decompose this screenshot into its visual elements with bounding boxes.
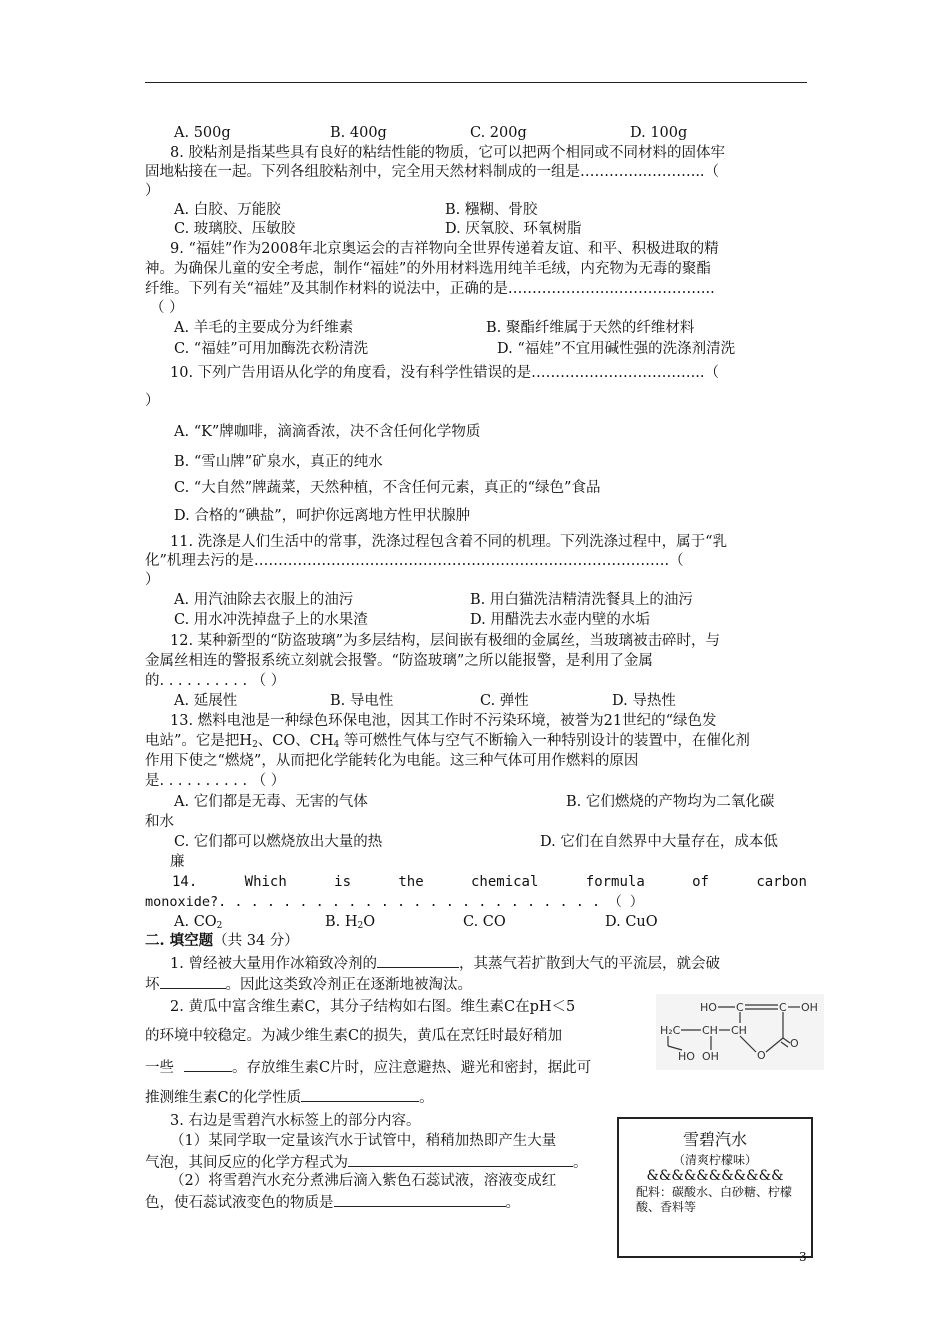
q9-stem-line1: 9. “福娃”作为2008年北京奥运会的吉祥物向全世界传递着友谊、和平、积极进取的精 bbox=[170, 241, 719, 257]
q7-option-b: B. 400g bbox=[330, 125, 387, 141]
q7-option-a: A. 500g bbox=[174, 125, 231, 141]
q9-stem-line2: 神。为确保儿童的安全考虑，制作“福娃”的外用材料选用纯羊毛绒，内充物为无毒的聚酯 bbox=[145, 261, 711, 277]
q9-option-b: B. 聚酯纤维属于天然的纤维材料 bbox=[486, 320, 695, 336]
mol-c-left: C bbox=[736, 1001, 744, 1014]
mol-oh-top: OH bbox=[801, 1001, 818, 1014]
q10-option-a: A. “K”牌咖啡，滴滴香浓，决不含任何化学物质 bbox=[174, 424, 481, 440]
q10-option-c: C. “大自然”牌蔬菜，天然种植，不含任何元素，真正的“绿色”食品 bbox=[174, 480, 601, 496]
vitamin-c-structure-diagram bbox=[656, 994, 824, 1070]
f1-blank1[interactable] bbox=[377, 953, 459, 968]
q9-stem-line3: 纤维。下列有关“福娃”及其制作材料的说法中，正确的是………………….………………... bbox=[145, 281, 715, 297]
q10-stem-line1: 10. 下列广告用语从化学的角度看，没有科学性错误的是……………………………...（ bbox=[170, 365, 719, 381]
q9-option-c: C. “福娃”可用加酶洗衣粉清洗 bbox=[174, 341, 369, 357]
soda-label-subtitle: （清爽柠檬味） bbox=[672, 1153, 757, 1167]
q8-stem-line2: 固地粘接在一起。下列各组胶粘剂中，完全用天然材料制成的一组是…………..………...（ bbox=[145, 164, 720, 180]
mol-c-right: C bbox=[779, 1001, 787, 1014]
q11-stem-line1: 11. 洗涤是人们生活中的常事，洗涤过程包含着不同的机理。下列洗涤过程中，属于“乳 bbox=[170, 534, 728, 550]
q9-option-a: A. 羊毛的主要成分为纤维素 bbox=[174, 320, 354, 336]
q12-option-a: A. 延展性 bbox=[174, 693, 238, 709]
q10-option-d: D. 合格的“碘盐”，呵护你远离地方性甲状腺肿 bbox=[174, 508, 471, 524]
mol-ch-ring: CH bbox=[731, 1024, 747, 1037]
f1-line1: 1. 曾经被大量用作冰箱致冷剂的 ，其蒸气若扩散到大气的平流层，就会破 bbox=[170, 953, 720, 973]
soda-label-box bbox=[617, 1117, 813, 1258]
q9-stem-line4: （ ） bbox=[150, 300, 184, 316]
q12-option-b: B. 导电性 bbox=[330, 693, 394, 709]
q13-option-b-cont: 和水 bbox=[145, 814, 174, 830]
f2-line4: 推测维生素C的化学性质 。 bbox=[145, 1087, 434, 1107]
f3-line4: （2）将雪碧汽水充分煮沸后滴入紫色石蕊试液，溶液变成红 bbox=[170, 1173, 557, 1189]
q12-stem-line2: 金属丝相连的警报系统立刻就会报警。“防盗玻璃”之所以能报警，是利用了金属 bbox=[145, 653, 653, 669]
f2-line1: 2. 黄瓜中富含维生素C，其分子结构如右图。维生素C在pH＜5 bbox=[170, 999, 576, 1015]
f3-blank1[interactable] bbox=[348, 1152, 573, 1167]
q12-stem-line3: 的. . . . . . . . . . （ ） bbox=[145, 673, 286, 689]
q13-option-b: B. 它们燃烧的产物均为二氧化碳 bbox=[566, 794, 775, 810]
f2-blank2[interactable] bbox=[301, 1087, 419, 1102]
q8-option-c: C. 玻璃胶、压敏胶 bbox=[174, 221, 296, 237]
header-rule bbox=[145, 82, 807, 83]
q8-option-d: D. 厌氧胶、环氧树脂 bbox=[445, 221, 582, 237]
q12-option-c: C. 弹性 bbox=[480, 693, 529, 709]
f1-blank2[interactable] bbox=[160, 974, 226, 989]
f1-line2: 坏 。因此这类致冷剂正在逐渐地被淘汰。 bbox=[145, 974, 472, 994]
q7-option-c: C. 200g bbox=[470, 125, 527, 141]
section2-heading: 二. 填空题（共 34 分） bbox=[145, 932, 299, 949]
q12-stem-line1: 12. 某种新型的“防盗玻璃”为多层结构，层间嵌有极细的金属丝，当玻璃被击碎时，与 bbox=[170, 633, 720, 649]
q14-option-a: A. $CO_2$ bbox=[174, 914, 223, 931]
q12-option-d: D. 导热性 bbox=[612, 693, 676, 709]
q13-stem-line4: 是. . . . . . . . . . （ ） bbox=[145, 773, 286, 789]
f2-line3: 一些 。存放维生素C片时，应注意避热、避光和密封，据此可 bbox=[145, 1057, 591, 1077]
q14-stem-line1: 14. Which is the chemical formula of carbon bbox=[172, 874, 807, 890]
q9-option-d: D. “福娃”不宜用碱性强的洗涤剂清洗 bbox=[497, 341, 736, 357]
page-number: 3 bbox=[799, 1250, 807, 1264]
q13-stem-line2: 电站”。它是把$H_2$、CO、$CH_4$ 等可燃性气体与空气不断输入一种特别设计的装置中，在催化剂 bbox=[145, 733, 750, 750]
q11-option-c: C. 用水冲洗掉盘子上的水果渣 bbox=[174, 612, 368, 628]
q11-option-b: B. 用白猫洗洁精清洗餐具上的油污 bbox=[470, 592, 693, 608]
q8-option-a: A. 白胶、万能胶 bbox=[174, 202, 281, 218]
q11-option-d: D. 用醋洗去水壶内壁的水垢 bbox=[470, 612, 650, 628]
q13-stem-line1: 13. 燃料电池是一种绿色环保电池，因其工作时不污染环境，被誉为21世纪的“绿色发 bbox=[170, 713, 717, 729]
q7-option-d: D. 100g bbox=[630, 125, 688, 141]
q8-stem-line1: 8. 胶粘剂是指某些具有良好的粘结性能的物质，它可以把两个相同或不同材料的固体牢 bbox=[170, 145, 725, 161]
f3-line5: 色，使石蕊试液变色的物质是 。 bbox=[145, 1192, 520, 1212]
soda-label-ingredients: 配料：碳酸水、白砂糖、柠檬酸、香料等 bbox=[636, 1185, 793, 1214]
q8-option-b: B. 糨糊、骨胶 bbox=[445, 202, 538, 218]
q13-option-a: A. 它们都是无毒、无害的气体 bbox=[174, 794, 368, 810]
f3-line1: 3. 右边是雪碧汽水标签上的部分内容。 bbox=[170, 1113, 421, 1129]
q10-option-b: B. “雪山牌”矿泉水，真正的纯水 bbox=[174, 454, 383, 470]
q13-option-c: C. 它们都可以燃烧放出大量的热 bbox=[174, 834, 383, 850]
q14-stem-line2: monoxide?. . . . . . . . . . . . . . . . . . . . . . . . （ ） bbox=[145, 894, 644, 910]
q13-stem-line3: 作用下使之“燃烧”，从而把化学能转化为电能。这三种气体可用作燃料的原因 bbox=[145, 753, 639, 769]
f3-line2: （1）某同学取一定量该汽水于试管中，稍稍加热即产生大量 bbox=[170, 1133, 557, 1149]
q11-stem-line3: ） bbox=[145, 572, 160, 588]
soda-label-ampersands: &&&&&&&&&&& bbox=[646, 1168, 784, 1184]
mol-ho-bottom: HO bbox=[678, 1050, 695, 1063]
f3-line3: 气泡，其间反应的化学方程式为 。 bbox=[145, 1152, 588, 1172]
q8-stem-line3: ） bbox=[145, 183, 160, 199]
q10-stem-line2: ） bbox=[145, 393, 160, 409]
mol-ho-top: HO bbox=[700, 1001, 717, 1014]
q11-stem-line2: 化”机理去污的是………….……………………………………………………………….（ bbox=[145, 553, 684, 569]
q14-option-c: C. CO bbox=[463, 914, 506, 930]
mol-keto-o: O bbox=[790, 1037, 799, 1050]
soda-label-title: 雪碧汽水 bbox=[682, 1130, 747, 1149]
mol-ch-mid: CH bbox=[702, 1024, 718, 1037]
q13-option-d: D. 它们在自然界中大量存在，成本低 bbox=[540, 834, 778, 850]
f2-line2: 的环境中较稳定。为减少维生素C的损失，黄瓜在烹饪时最好稍加 bbox=[145, 1028, 563, 1044]
q11-option-a: A. 用汽油除去衣服上的油污 bbox=[174, 592, 354, 608]
mol-h2c: H₂C bbox=[660, 1024, 681, 1037]
q13-option-d-cont: 廉 bbox=[170, 854, 185, 870]
mol-ring-o: O bbox=[757, 1049, 766, 1062]
q14-option-d: D. CuO bbox=[605, 914, 658, 930]
f2-blank1[interactable] bbox=[184, 1057, 232, 1072]
mol-oh-bottom: OH bbox=[702, 1050, 719, 1063]
q14-option-b: B. $H_2O$ bbox=[325, 914, 376, 931]
f3-blank2[interactable] bbox=[334, 1192, 506, 1207]
